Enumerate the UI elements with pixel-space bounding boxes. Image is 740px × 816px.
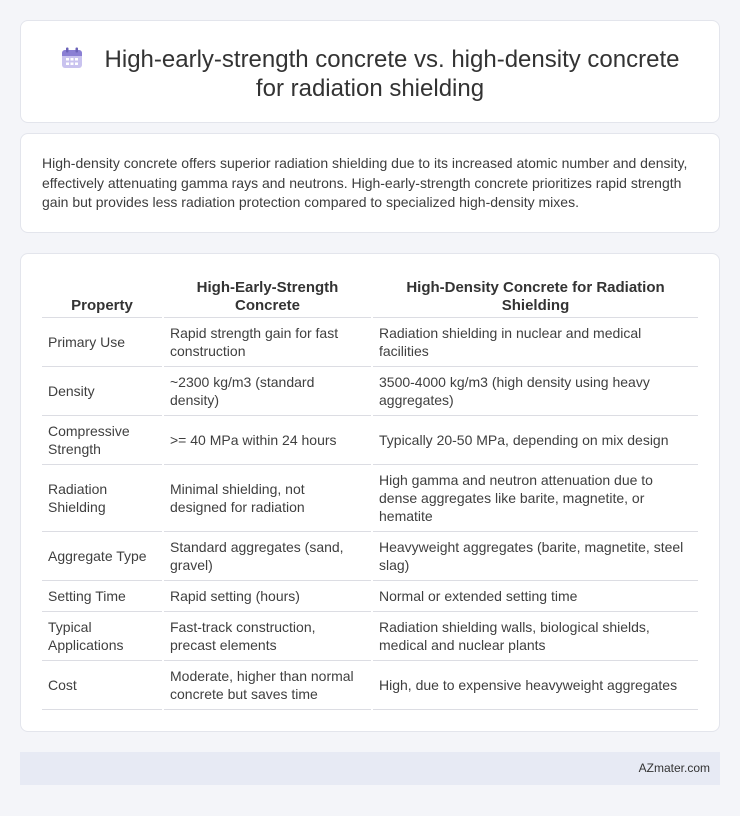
title-line-1: High-early-strength concrete vs. high-density concrete	[104, 46, 680, 73]
header-high-density: High-Density Concrete for Radiation Shielding	[372, 277, 698, 317]
title-card	[20, 20, 720, 123]
comparison-table	[42, 277, 698, 710]
row-property: Setting Time	[42, 580, 163, 611]
row-high-density-value: Heavyweight aggregates (barite, magnetite, steel slag)	[372, 531, 698, 580]
header-high-early-strength: High-Early-Strength Concrete	[163, 277, 372, 317]
table-row	[42, 580, 698, 611]
row-high-early-value: >= 40 MPa within 24 hours	[163, 415, 372, 464]
row-high-early-value: Moderate, higher than normal concrete but saves time	[163, 660, 372, 709]
row-high-density-value: 3500-4000 kg/m3 (high density using heavy aggregates)	[372, 366, 698, 415]
row-high-early-value: Rapid setting (hours)	[163, 580, 372, 611]
row-property: Cost	[42, 660, 163, 709]
row-property: Density	[42, 366, 163, 415]
row-property: Typical Applications	[42, 611, 163, 660]
row-high-early-value: Rapid strength gain for fast construction	[163, 317, 372, 366]
table-row	[42, 317, 698, 366]
row-high-density-value: Normal or extended setting time	[372, 580, 698, 611]
row-high-density-value: High, due to expensive heavyweight aggregates	[372, 660, 698, 709]
page-title	[21, 45, 719, 103]
row-high-density-value: High gamma and neutron attenuation due to dense aggregates like barite, magnetite, or hematite	[372, 464, 698, 531]
table-row	[42, 415, 698, 464]
row-property: Aggregate Type	[42, 531, 163, 580]
summary-card	[20, 133, 720, 233]
table-row	[42, 366, 698, 415]
table-row	[42, 464, 698, 531]
calendar-icon	[61, 47, 83, 69]
table-row	[42, 531, 698, 580]
table-row	[42, 660, 698, 709]
row-high-early-value: Minimal shielding, not designed for radiation	[163, 464, 372, 531]
row-high-early-value: Standard aggregates (sand, gravel)	[163, 531, 372, 580]
row-high-density-value: Radiation shielding in nuclear and medical facilities	[372, 317, 698, 366]
summary-text: High-density concrete offers superior radiation shielding due to its increased atomic number and density, effectively attenuating gamma rays and neutrons. High-early-strength concrete prioritizes rapid strength gain but provides less radiation protection compared to specialized high-density mixes.	[42, 155, 688, 210]
row-high-early-value: ~2300 kg/m3 (standard density)	[163, 366, 372, 415]
row-property: Compressive Strength	[42, 415, 163, 464]
row-high-early-value: Fast-track construction, precast elements	[163, 611, 372, 660]
footer-brand: AZmater.com	[638, 761, 710, 775]
row-property: Radiation Shielding	[42, 464, 163, 531]
table-row	[42, 611, 698, 660]
row-property: Primary Use	[42, 317, 163, 366]
title-line-2: for radiation shielding	[255, 75, 485, 102]
row-high-density-value: Radiation shielding walls, biological shields, medical and nuclear plants	[372, 611, 698, 660]
footer-bar	[20, 752, 720, 785]
row-high-density-value: Typically 20-50 MPa, depending on mix design	[372, 415, 698, 464]
header-property: Property	[42, 277, 163, 317]
table-header-row	[42, 277, 698, 317]
table-card	[20, 253, 720, 732]
